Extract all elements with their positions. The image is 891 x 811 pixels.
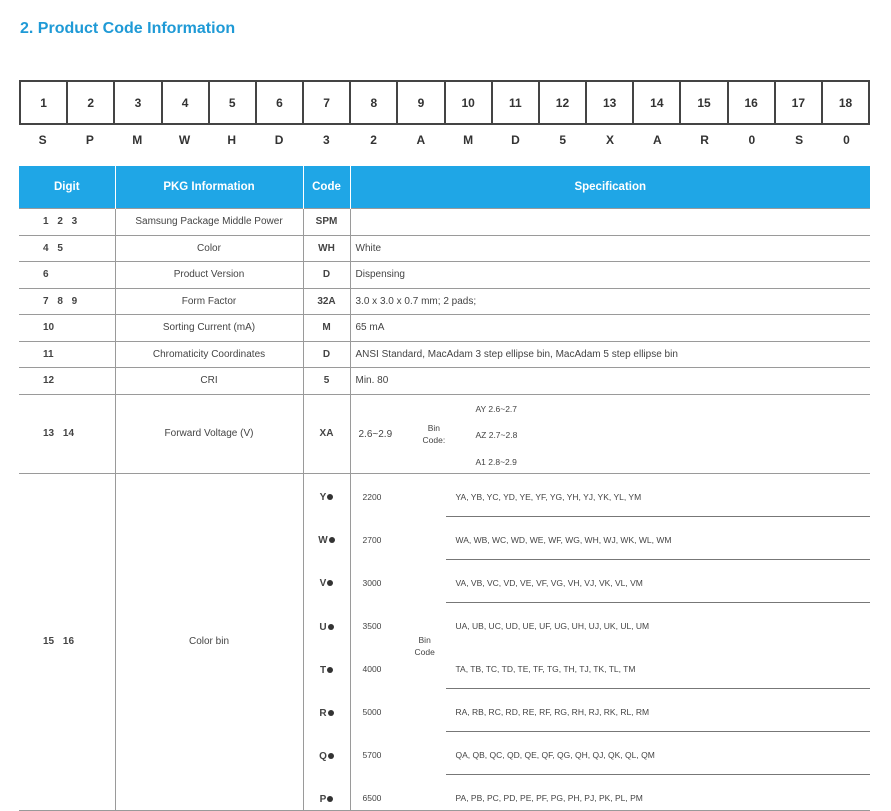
code-letter: D — [274, 133, 284, 147]
dot-icon — [329, 537, 335, 543]
row-digit: 11 — [19, 341, 115, 368]
dot-icon — [327, 494, 333, 500]
cct-value: 3000 — [362, 577, 382, 588]
header-pkg-information: PKG Information — [115, 166, 303, 209]
divider — [446, 774, 871, 775]
row-digit: 4 5 — [19, 235, 115, 262]
code-position: 18 — [838, 95, 853, 110]
code-letter: 5 — [559, 133, 567, 147]
code-position: 3 — [115, 82, 162, 123]
divider — [446, 688, 871, 689]
divider — [446, 602, 871, 603]
row-code: SPM — [303, 209, 350, 236]
table-row — [19, 315, 870, 342]
row-code: D — [303, 262, 350, 289]
code-position: 14 — [634, 82, 681, 123]
header-digit: Digit — [19, 166, 115, 209]
cct-value: 2700 — [362, 534, 382, 545]
voltage-range: 2.6~2.9 — [358, 428, 393, 440]
code-position: 15 — [681, 82, 728, 123]
row-digit: 12 — [19, 368, 115, 395]
color-code — [304, 794, 350, 805]
section-title: 2. Product Code Information — [20, 20, 236, 37]
row-code: XA — [303, 394, 350, 473]
row-pkg: Color bin — [115, 473, 303, 810]
code-position: 8 — [351, 82, 398, 123]
color-code-letter: Y — [319, 491, 327, 503]
cct-value: 4000 — [362, 663, 382, 674]
row-spec: ANSI Standard, MacAdam 3 step ellipse bin, MacAdam 5 step ellipse bin — [350, 341, 870, 368]
code-letter: R — [700, 133, 709, 147]
row-pkg: Forward Voltage (V) — [115, 394, 303, 473]
code-position: 11 — [493, 82, 540, 123]
color-code-letter: W — [318, 534, 328, 546]
voltage-bin: AY 2.6~2.7 — [475, 403, 518, 414]
row-digit: 13 14 — [19, 394, 115, 473]
table-row — [19, 209, 870, 236]
color-code — [304, 535, 350, 546]
row-digit: 15 16 — [19, 473, 115, 810]
table-row-forward-voltage — [19, 394, 870, 473]
table-row — [19, 235, 870, 262]
forward-voltage-spec — [350, 394, 870, 473]
row-spec: White — [350, 235, 870, 262]
row-pkg: Sorting Current (mA) — [115, 315, 303, 342]
code-letter: 2 — [370, 133, 377, 147]
bin-list: PA, PB, PC, PD, PE, PF, PG, PH, PJ, PK, PL, PM — [455, 792, 643, 803]
code-letter: A — [416, 133, 426, 147]
row-code: WH — [303, 235, 350, 262]
bin-list: VA, VB, VC, VD, VE, VF, VG, VH, VJ, VK, VL, VM — [455, 577, 643, 588]
bin-code-label-line: Code — [414, 646, 435, 657]
color-code — [304, 492, 350, 503]
code-letter: M — [463, 133, 474, 147]
code-letter: 3 — [322, 133, 330, 147]
code-position: 13 — [587, 82, 634, 123]
header-code: Code — [303, 166, 350, 209]
code-position: 17 — [776, 82, 823, 123]
row-code: 32A — [303, 288, 350, 315]
color-code — [304, 665, 350, 676]
dot-icon — [327, 796, 333, 802]
row-spec: Min. 80 — [350, 368, 870, 395]
code-letter: P — [85, 133, 94, 147]
bin-list: UA, UB, UC, UD, UE, UF, UG, UH, UJ, UK, UL, UM — [455, 620, 650, 631]
color-code — [304, 751, 350, 762]
row-pkg: Color — [115, 235, 303, 262]
code-position: 4 — [163, 82, 210, 123]
row-code: 5 — [303, 368, 350, 395]
bin-code-label-line: Bin — [418, 634, 431, 645]
row-code: D — [303, 341, 350, 368]
code-letter: M — [132, 133, 143, 147]
row-digit: 10 — [19, 315, 115, 342]
row-pkg: Samsung Package Middle Power — [115, 209, 303, 236]
code-position: 1 — [21, 82, 68, 123]
row-code: M — [303, 315, 350, 342]
row-digit: 1 2 3 — [19, 209, 115, 236]
divider — [446, 516, 871, 517]
divider — [446, 559, 871, 560]
color-code-letter: V — [319, 577, 327, 589]
code-letter: D — [511, 133, 520, 147]
color-code-letter: R — [319, 707, 327, 719]
cct-value: 3500 — [362, 620, 382, 631]
color-code — [304, 708, 350, 719]
bin-code-label-line: Code: — [422, 434, 446, 445]
bin-list: YA, YB, YC, YD, YE, YF, YG, YH, YJ, YK, YL, YM — [455, 491, 642, 502]
code-letter: H — [227, 133, 237, 147]
code-letter: S — [38, 133, 47, 147]
table-row — [19, 341, 870, 368]
code-letter: 0 — [748, 133, 756, 147]
row-spec — [350, 209, 870, 236]
dot-icon — [327, 580, 333, 586]
bin-list: RA, RB, RC, RD, RE, RF, RG, RH, RJ, RK, RL, RM — [455, 706, 650, 717]
code-letter: X — [606, 133, 615, 147]
code-position: 5 — [210, 82, 257, 123]
code-letter: S — [795, 133, 804, 147]
color-code-letter: Q — [319, 750, 327, 762]
row-pkg: Chromaticity Coordinates — [115, 341, 303, 368]
bin-code-label — [415, 634, 435, 658]
row-digit: 7 8 9 — [19, 288, 115, 315]
row-spec: 65 mA — [350, 315, 870, 342]
code-position: 2 — [68, 82, 115, 123]
bin-list: QA, QB, QC, QD, QE, QF, QG, QH, QJ, QK, QL, QM — [455, 749, 655, 760]
row-spec: Dispensing — [350, 262, 870, 289]
code-position: 10 — [446, 82, 493, 123]
code-position: 16 — [729, 82, 776, 123]
dot-icon — [328, 753, 334, 759]
color-code-letter: U — [319, 621, 327, 633]
table-row — [19, 262, 870, 289]
code-letter: A — [652, 133, 662, 147]
table-header-row — [19, 166, 870, 209]
bin-code-label-line: Bin — [427, 422, 440, 433]
divider — [446, 731, 871, 732]
cct-value: 2200 — [362, 491, 382, 502]
color-code — [304, 578, 350, 589]
table-row — [19, 368, 870, 395]
bin-code-label — [423, 422, 446, 446]
voltage-bin: A1 2.8~2.9 — [475, 456, 517, 467]
color-bin-codes — [303, 473, 350, 810]
dot-icon — [328, 624, 334, 630]
color-bin-spec — [350, 473, 870, 810]
product-code-spec-table — [19, 166, 870, 811]
row-digit: 6 — [19, 262, 115, 289]
code-position: 7 — [304, 82, 351, 123]
code-letter: W — [178, 133, 191, 147]
row-spec: 3.0 x 3.0 x 0.7 mm; 2 pads; — [350, 288, 870, 315]
header-specification: Specification — [350, 166, 870, 209]
cct-value: 6500 — [362, 792, 382, 803]
row-pkg: Product Version — [115, 262, 303, 289]
code-letter: 0 — [843, 133, 850, 147]
dot-icon — [327, 667, 333, 673]
code-position: 9 — [398, 82, 445, 123]
table-row — [19, 288, 870, 315]
table-row-color-bin — [19, 473, 870, 810]
voltage-bin: AZ 2.7~2.8 — [475, 429, 518, 440]
row-pkg: Form Factor — [115, 288, 303, 315]
cct-value: 5700 — [362, 749, 382, 760]
color-code — [304, 622, 350, 633]
color-code-letter: P — [319, 793, 327, 805]
color-code-letter: T — [319, 664, 327, 676]
code-position: 6 — [257, 82, 304, 123]
row-pkg: CRI — [115, 368, 303, 395]
code-position: 12 — [540, 82, 587, 123]
bin-list: WA, WB, WC, WD, WE, WF, WG, WH, WJ, WK, WL, WM — [455, 534, 672, 545]
product-code-position-boxes — [19, 80, 870, 125]
dot-icon — [328, 710, 334, 716]
bin-list: TA, TB, TC, TD, TE, TF, TG, TH, TJ, TK, TL, TM — [455, 663, 636, 674]
product-code-letters — [19, 133, 870, 147]
cct-value: 5000 — [362, 706, 382, 717]
